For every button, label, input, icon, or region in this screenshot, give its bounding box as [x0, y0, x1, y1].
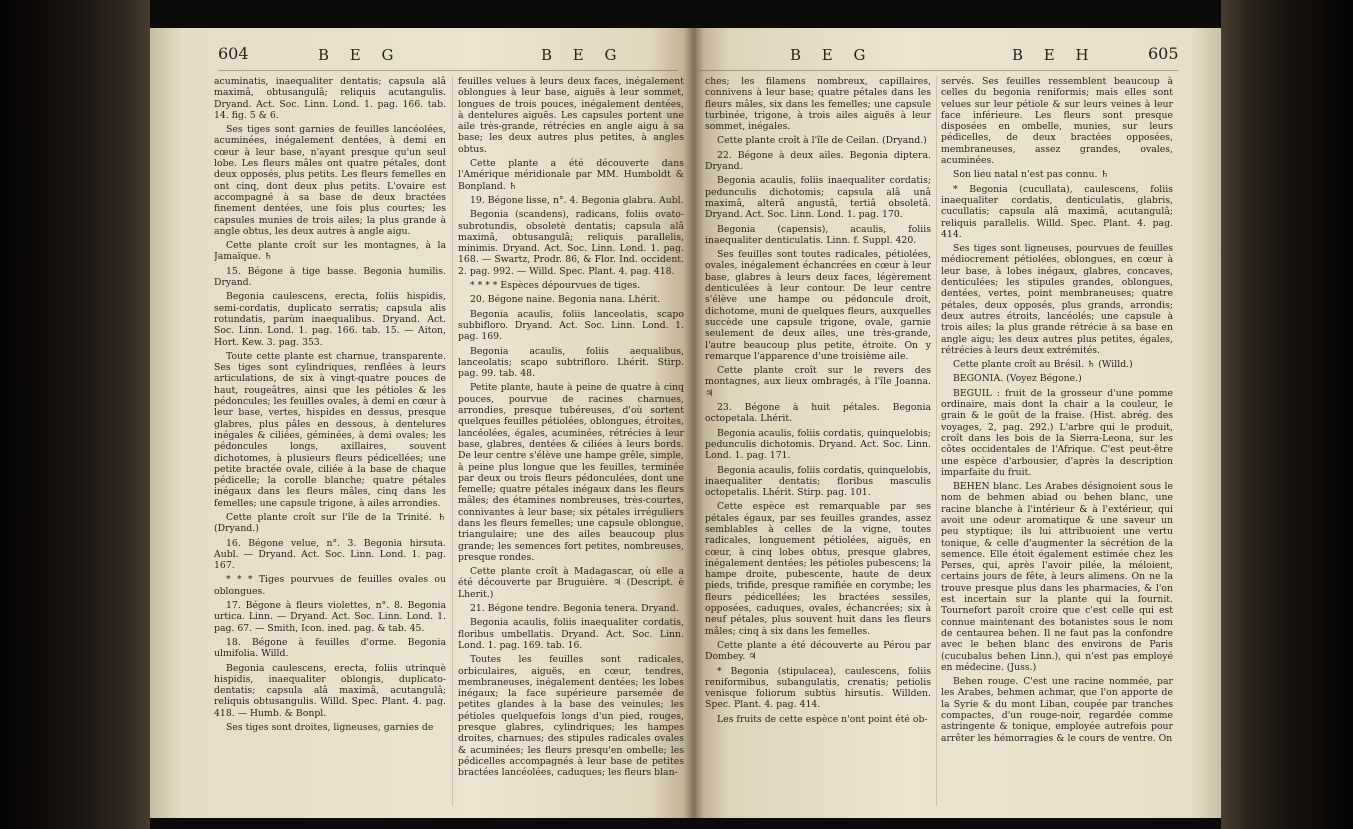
paragraph: Son lieu natal n'est pas connu. ♄ — [953, 169, 1109, 181]
header-rule-left — [218, 70, 678, 71]
page-number-right: 605 — [1148, 44, 1179, 63]
paragraph: Toute cette plante est charnue, transparente. Ses tiges sont cylindriques, renflées à leurs articulations, de six à vingt-quatre pouces de haut, rougeâtres, ainsi que les pétioles & les pédoncules; les feuilles ovales, à demi en cœur à leur base, vertes, hispides en dessus, presque glabres, plus pâles en dessous, à dentelures inégales & ciliées, géminées, à demi ovales; les pédoncules longs, axillaires, souvent dichotomes, à plusieurs fleurs pédicellées; une petite bractée ovale, ciliée à la base de chaque pédicelle; la corolle blanche; quatre pétales inégaux dans les fleurs mâles, cinq dans les femelles; une capsule trigone, à ailes arrondies. — [214, 350, 446, 509]
paragraph: * Begonia (cucullata), caulescens, foliis inaequaliter cordatis, denticulatis, glabris, cucullatis; capsula alâ maximâ, acutangulâ; reliquis parallelis. Willd. Spec. Plant. 4. pag. 414. — [941, 183, 1173, 240]
paragraph: Begonia (capensis), acaulis, foliis inaequaliter denticulatis. Linn. f. Suppl. 420. — [705, 223, 931, 246]
paragraph: Petite plante, haute à peine de quatre à cinq pouces, pourvue de racines charnues, arrondies, presque tubéreuses, d'où sortent quelques feuilles pétiolées, oblongues, étroites, lancéolées, égales, acuminées, rétrécies à leur base, glabres, dentées & ciliées à leurs bords. De leur centre s'élève une hampe grêle, simple, à peine plus longue que les feuilles, terminée par deux ou trois fleurs pédonculées, dont une femelle; quatre pétales inégaux dans les fleurs mâles; des étamines nombreuses, très-courtes, connivantes à leur base; six pétales irréguliers dans les fleurs femelles; une capsule oblongue, triangulaire; une des ailes beaucoup plus grande; les semences fort petites, nombreuses, presque rondes. — [458, 382, 684, 563]
paragraph: 20. Bégone naine. Begonia nana. Lhérit. — [470, 294, 661, 306]
paragraph: Cette plante croît au Brésil. ♄ (Willd.) — [953, 359, 1133, 371]
paragraph: Begonia acaulis, foliis inaequaliter cordatis; pedunculis dichotomis; capsula alâ unâ maximâ, alterâ angustâ, tertiâ obsoletâ. Dryand. Act. Soc. Linn. Lond. 1. pag. 170. — [705, 175, 931, 221]
text-column-right-2 — [941, 76, 1173, 812]
paragraph: Ses tiges sont ligneuses, pourvues de feuilles médiocrement pétiolées, oblongues, en cœur à leur base, à lobes inégaux, glabres, concaves, denticulées; les stipules grandes, oblongues, dentées, vertes, point membraneuses; quatre pétales, deux opposés, plus grands, arrondis; deux autres étroits, lancéolés; une capsule à trois ailes; la plus grande rétrécie à sa base en angle aigu; les deux autres plus petites, égales, rétrécies à leurs deux extrémités. — [941, 243, 1173, 356]
paragraph: Cette plante croît à Madagascar, où elle a été découverte par Bruguière. ♃ (Descript. è Lherit.) — [458, 566, 684, 600]
paragraph: Begonia acaulis, foliis cordatis, quinquelobis; pedunculis dichotomis. Dryand. Act. Soc. Linn. Lond. 1. pag. 171. — [705, 427, 931, 462]
running-head-left-1: B E G — [318, 46, 402, 64]
running-head-left-2: B E G — [541, 46, 625, 64]
paragraph: 21. Bégone tendre. Begonia tenera. Dryand. — [470, 603, 679, 615]
paragraph: Ses tiges sont garnies de feuilles lancéolées, acuminées, inégalement dentées, à demi en cœur à leur base, n'ayant presque qu'un seul lobe. Les fleurs mâles ont quatre pétales, dont deux opposés, plus petits. Les fleurs femelles en ont cinq, dont deux plus petits. L'ovaire est accompagné à sa base de deux bractées finement dentées, une fois plus courtes; les capsules munies de trois ailes; la plus grande à angle obtus, les deux autres à angle aigu. — [214, 124, 446, 237]
paragraph: Ses feuilles sont toutes radicales, pétiolées, ovales, inégalement échancrées en cœur à leur base, glabres à leurs deux faces, légèrement denticulées à leur contour. De leur centre s'élève une hampe ou pédoncule droit, dichotome, muni de quelques fleurs, auxquelles succède une capsule trigone, ovale, garnie seulement de deux ailes, une très-grande, l'autre beaucoup plus petite, étroite. On y remarque l'apparence d'une troisième aile. — [705, 249, 931, 362]
paragraph: 23. Bégone à huit pétales. Begonia octopetala. Lhérit. — [705, 402, 931, 425]
paragraph: Cette plante a été découverte au Pérou par Dombey. ♃ — [705, 639, 931, 663]
paragraph: 22. Bégone à deux ailes. Begonia diptera. Dryand. — [705, 149, 931, 173]
running-head-right-2: B E H — [1012, 46, 1097, 64]
paragraph: 17. Bégone à fleurs violettes, n°. 8. Begonia urtica. Linn. — Dryand. Act. Soc. Linn. Lond. 1. pag. 67. — Smith, Icon. ined. pag. & tab. 45. — [214, 600, 446, 634]
paragraph: Cette plante croît sur le revers des montagnes, aux lieux ombragés, à l'île Joanna. ♃ — [705, 365, 931, 399]
paragraph: Ses tiges sont droites, ligneuses, garnies de — [226, 722, 434, 734]
paragraph: 18. Bégone à feuilles d'orme. Begonia ulmifolia. Willd. — [214, 636, 446, 660]
paragraph: Cette plante croît à l'île de Ceilan. (Dryand.) — [717, 135, 927, 147]
paragraph: 15. Bégone à tige basse. Begonia humilis. Dryand. — [214, 265, 446, 289]
book-gutter — [684, 28, 704, 818]
paragraph: Cette plante croît sur l'île de la Trinité. ♄ (Dryand.) — [214, 511, 446, 535]
paragraph: * * * * Espèces dépourvues de tiges. — [470, 280, 641, 292]
paragraph: Begonia (scandens), radicans, foliis ovato-subrotundis, obsoletè dentatis; capsula alâ maximâ, obtusangulâ; reliquis parallelis, minimis. Dryand. Act. Soc. Linn. Lond. 1. pag. 168. — Swartz, Prodr. 86, & Flor. Ind. occident. 2. pag. 992. — Willd. Spec. Plant. 4. pag. 418. — [458, 209, 684, 277]
running-head-right-1: B E G — [790, 46, 874, 64]
paragraph: Cette espèce est remarquable par ses pétales égaux, par ses feuilles grandes, assez semblables à celles de la vigne, toutes radicales, longuement pétiolées, aiguës, en cœur, à cinq lobes obtus, presque glabres, inégalement dentées; les pétioles pubescens; la hampe droite, pubescente, haute de deux pieds, trifide, presque ramifiée en corymbe; les fleurs pédicellées; les bractées sessiles, opposées, caduques, ovales, échancrées; six à neuf pétales, plus souvent huit dans les fleurs mâles; cinq à six dans les femelles. — [705, 501, 931, 637]
column-divider-left — [452, 76, 453, 806]
paragraph: Begonia caulescens, erecta, foliis hispidis, semi-cordatis, duplicato serratis; capsula alis rotundatis, parùm inaequalibus. Dryand. Act. Soc. Linn. Lond. 1. pag. 166. tab. 15. — Aiton, Hort. Kew. 3. pag. 353. — [214, 291, 446, 348]
paragraph: Cette plante croît sur les montagnes, à la Jamaïque. ♄ — [214, 240, 446, 263]
paragraph: BEHEN blanc. Les Arabes désignoient sous le nom de behmen abiad ou behen blanc, une racine blanche à l'intérieur & à l'extérieur, qui avoit une odeur aromatique & une saveur un peu styptique; ils lui attribuoient une vertu tonique, & celle d'augmenter la sécrétion de la semence. Elle étoit également estimée chez les Perses, qui, après l'avoir pilée, la méloient, certains jours de fête, à leurs alimens. On ne la trouve presque plus dans les pharmacies, & l'on est incertain sur la plante qui la fournit. Tournefort paroît croire que c'est celle qui est connue maintenant des botanistes sous le nom de centaurea behen. Il ne faut pas la confondre avec le behen blanc des environs de Paris (cucubalus behen Linn.), qui n'est pas employé en médecine. (Juss.) — [941, 481, 1173, 673]
paragraph: Begonia caulescens, erecta, foliis utrinquè hispidis, inaequaliter oblongis, duplicato-dentatis; capsula alâ maximâ, acutangulâ; reliquis obtusangulis. Willd. Spec. Plant. 4. pag. 418. — Humb. & Bonpl. — [214, 662, 446, 719]
paragraph: BEGUIL : fruit de la grosseur d'une pomme ordinaire, mais dont la chair a la couleur, le grain & le goût de la fraise. (Hist. abrég. des voyages, 2, pag. 292.) L'arbre qui le produit, croît dans les bois de la Sierra-Leona, sur les côtes occidentales de l'Afrique. C'est peut-être une espèce d'arbousier, d'après la description imparfaite du fruit. — [941, 387, 1173, 478]
paragraph: Les fruits de cette espèce n'ont point été ob- — [717, 713, 928, 725]
right-book-cover-edge — [1221, 0, 1353, 829]
paragraph: servés. Ses feuilles ressemblent beaucoup à celles du begonia reniformis; mais elles sont velues sur leur pétiole & sur leurs veines à leur face inférieure. Les fleurs sont presque disposées en ombelle, munies, sur leurs pédicelles, de deux bractées opposées, membraneuses, assez grandes, ovales, acuminées. — [941, 76, 1173, 167]
paragraph: feuilles velues à leurs deux faces, inégalement oblongues à leur base, aiguës à leur sommet, longues de trois pouces, inégalement dentées, à dentelures aiguës. Les capsules portent une aile très-grande, rétrécies en angle aigu à sa base; les deux autres plus petites, à angles obtus. — [458, 76, 684, 155]
header-rule-right — [700, 70, 1178, 71]
paragraph: ches; les filamens nombreux, capillaires, connivens à leur base; quatre pétales dans les fleurs mâles, six dans les femelles; une capsule turbinée, trigone, à trois ailes aiguës à leur sommet, inégales. — [705, 76, 931, 133]
paragraph: Toutes les feuilles sont radicales, orbiculaires, aiguës, en cœur, tendres, membraneuses, inégalement dentées; les lobes inégaux; la face supérieure parsemée de petites glandes à la base des veinules; les pétioles quelquefois longs d'un pied, rouges, presque glabres, cylindriques; les hampes droites, charnues; des stipules radicales ovales & acuminées; les fleurs presqu'en ombelle; les pédicelles accompagnés à leur base de petites bractées lancéolées, caduques; les fleurs blan- — [458, 654, 684, 779]
paragraph: Behen rouge. C'est une racine nommée, par les Arabes, behmen achmar, que l'on apporte de la Syrie & du mont Liban, coupée par tranches compactes, d'un rouge-noir, regardée comme astringente & tonique, employée autrefois pour arrêter les hémorragies & le cours de ventre. On — [941, 676, 1173, 744]
paragraph: BEGONIA. (Voyez Bégone.) — [953, 373, 1082, 385]
paragraph: Begonia acaulis, foliis inaequaliter cordatis, floribus umbellatis. Dryand. Act. Soc. Linn. Lond. 1. pag. 169. tab. 16. — [458, 617, 684, 651]
paragraph: Begonia acaulis, foliis cordatis, quinquelobis, inaequaliter dentatis; floribus masculis octopetalis. Lhérit. Stirp. pag. 101. — [705, 464, 931, 499]
paragraph: Begonia acaulis, foliis aequalibus, lanceolatis; scapo subtrifloro. Lhérit. Stirp. pag. 99. tab. 48. — [458, 345, 684, 380]
paragraph: * * * Tiges pourvues de feuilles ovales ou oblongues. — [214, 574, 446, 597]
paragraph: Begonia acaulis, foliis lanceolatis, scapo subbifloro. Dryand. Act. Soc. Linn. Lond. 1. pag. 169. — [458, 308, 684, 343]
text-column-left-1 — [214, 76, 446, 812]
paragraph: 19. Bégone lisse, n°. 4. Begonia glabra. Aubl. — [470, 194, 684, 206]
text-column-left-2 — [458, 76, 684, 812]
paragraph: 16. Bégone velue, n°. 3. Begonia hirsuta. Aubl. — Dryand. Act. Soc. Linn. Lond. 1. pag. 167. — [214, 537, 446, 572]
paragraph: acuminatis, inaequaliter dentatis; capsula alâ maximâ, obtusangulâ; reliquis acutangulis. Dryand. Act. Soc. Linn. Lond. 1. pag. 166. tab. 14. fig. 5 & 6. — [214, 76, 446, 121]
column-divider-right — [936, 76, 937, 806]
paragraph: * Begonia (stipulacea), caulescens, foliis reniformibus, subangulatis, crenatis; petiolis venisque foliorum subtùs hirsutis. Willden. Spec. Plant. 4. pag. 414. — [705, 665, 931, 711]
text-column-right-1 — [705, 76, 931, 812]
page-number-left: 604 — [218, 44, 249, 63]
left-book-cover-edge — [0, 0, 150, 829]
paragraph: Cette plante a été découverte dans l'Amérique méridionale par MM. Humboldt & Bonpland. ♄ — [458, 158, 684, 192]
